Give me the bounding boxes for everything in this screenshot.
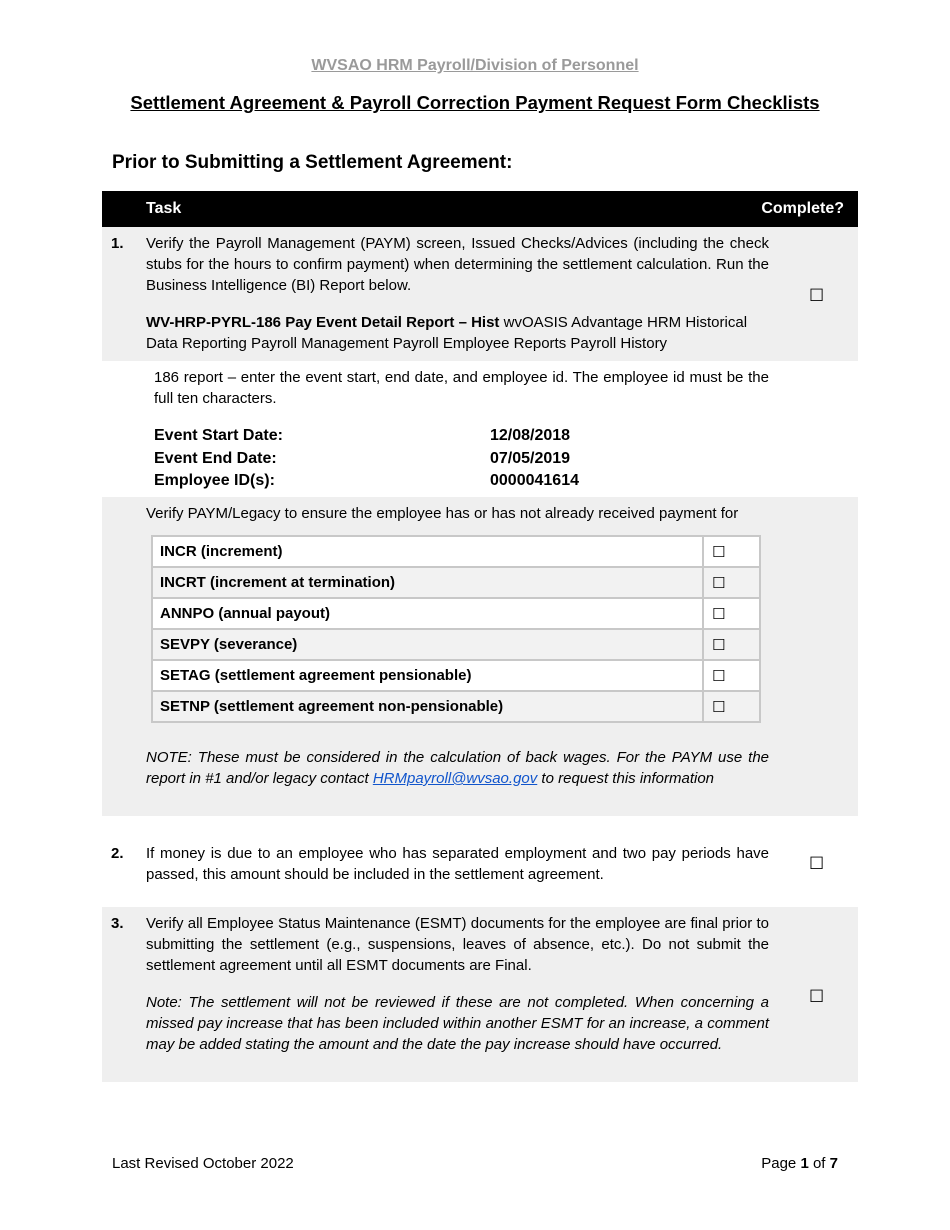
item-1-report (146, 312, 769, 354)
table-row (152, 567, 760, 598)
table-row (152, 629, 760, 660)
pay-code-annpo: ANNPO (annual payout) (152, 598, 703, 629)
task-column-header: Task (146, 200, 182, 217)
employee-id-value: 0000041614 (490, 472, 579, 489)
field-values (490, 425, 579, 493)
pay-code-checkbox[interactable]: ☐ (703, 660, 760, 691)
item-3-note: Note: The settlement will not be reviewed if these are not completed. When concerning a missed pay increase that has been included within another ESMT for an increase, a comment may be added stating the amount and the date the pay increase should have occurred. (146, 994, 769, 1053)
report-instructions: 186 report – enter the event start, end date, and employee id. The employee id must be the full ten characters. (154, 369, 769, 407)
item-2-number: 2. (111, 845, 124, 862)
item-1-text: Verify the Payroll Management (PAYM) screen, Issued Checks/Advices (including the check stubs for the hours to confirm payment) when determining the settlement calculation. Run the Business Intelligence (BI) Report below. (146, 235, 769, 294)
item-1-note (146, 747, 769, 789)
item-1-number: 1. (111, 235, 124, 252)
page-total: 7 (829, 1155, 838, 1172)
pay-code-setnp: SETNP (settlement agreement non-pensionable) (152, 691, 703, 722)
organization-header: WVSAO HRM Payroll/Division of Personnel (311, 57, 639, 74)
event-end-value: 07/05/2019 (490, 449, 571, 467)
table-row (152, 598, 760, 629)
pay-code-table (151, 535, 761, 723)
table-header (102, 191, 858, 227)
item-3-number: 3. (111, 915, 124, 932)
pay-code-incr: INCR (increment) (152, 536, 703, 567)
field-labels (154, 425, 283, 493)
item-1-checkbox[interactable]: ☐ (809, 286, 825, 305)
pay-code-checkbox[interactable]: ☐ (703, 691, 760, 722)
item-2-text: If money is due to an employee who has separated employment and two pay periods have passed, this amount should be included in the settlement agreement. (146, 845, 769, 883)
event-end-label: Event End Date: (154, 449, 277, 467)
item-2-checkbox[interactable]: ☐ (809, 854, 825, 873)
page-of: of (812, 1155, 826, 1172)
pay-code-checkbox[interactable]: ☐ (703, 567, 760, 598)
event-start-label: Event Start Date: (154, 427, 283, 444)
pay-code-incrt: INCRT (increment at termination) (152, 567, 703, 598)
pay-code-checkbox[interactable]: ☐ (703, 629, 760, 660)
item-3-text: Verify all Employee Status Maintenance (ESMT) documents for the employee are final prior to submitting the settlement (e.g., suspensions, leaves of absence, etc.). Do not submit the settlement agreement until all ESMT documents are Final. (146, 915, 769, 974)
document-title: Settlement Agreement & Payroll Correction Payment Request Form Checklists (130, 92, 820, 113)
pay-code-checkbox[interactable]: ☐ (703, 598, 760, 629)
page-word: Page (761, 1155, 797, 1172)
report-path: wvOASIS Advantage HRM Historical Data Reporting Payroll Management Payroll Employee Reports Payroll History (146, 314, 748, 352)
event-start-value: 12/08/2018 (490, 427, 571, 444)
complete-column-header: Complete? (761, 200, 844, 217)
note-text: NOTE: These must be considered in the calculation of back wages. For the PAYM use the report in #1 and/or legacy contact (146, 749, 769, 787)
pay-code-setag: SETAG (settlement agreement pensionable) (152, 660, 703, 691)
page-current: 1 (800, 1155, 809, 1172)
page-number (761, 1155, 838, 1172)
report-name: WV-HRP-PYRL-186 Pay Event Detail Report – Hist (146, 314, 500, 331)
note-text-end: to request this information (537, 770, 715, 787)
item-3-checkbox[interactable]: ☐ (809, 987, 825, 1006)
email-link[interactable]: HRMpayroll@wvsao.gov (372, 770, 538, 787)
table-row (152, 691, 760, 722)
section-title: Prior to Submitting a Settlement Agreement: (112, 152, 513, 173)
pay-code-sevpy: SEVPY (severance) (152, 629, 703, 660)
table-row (152, 536, 760, 567)
table-row (152, 660, 760, 691)
employee-id-label: Employee ID(s): (154, 472, 275, 489)
verify-text: Verify PAYM/Legacy to ensure the employee has or has not already received payment for (146, 505, 739, 522)
revision-date: Last Revised October 2022 (112, 1155, 294, 1172)
pay-code-checkbox[interactable]: ☐ (703, 536, 760, 567)
